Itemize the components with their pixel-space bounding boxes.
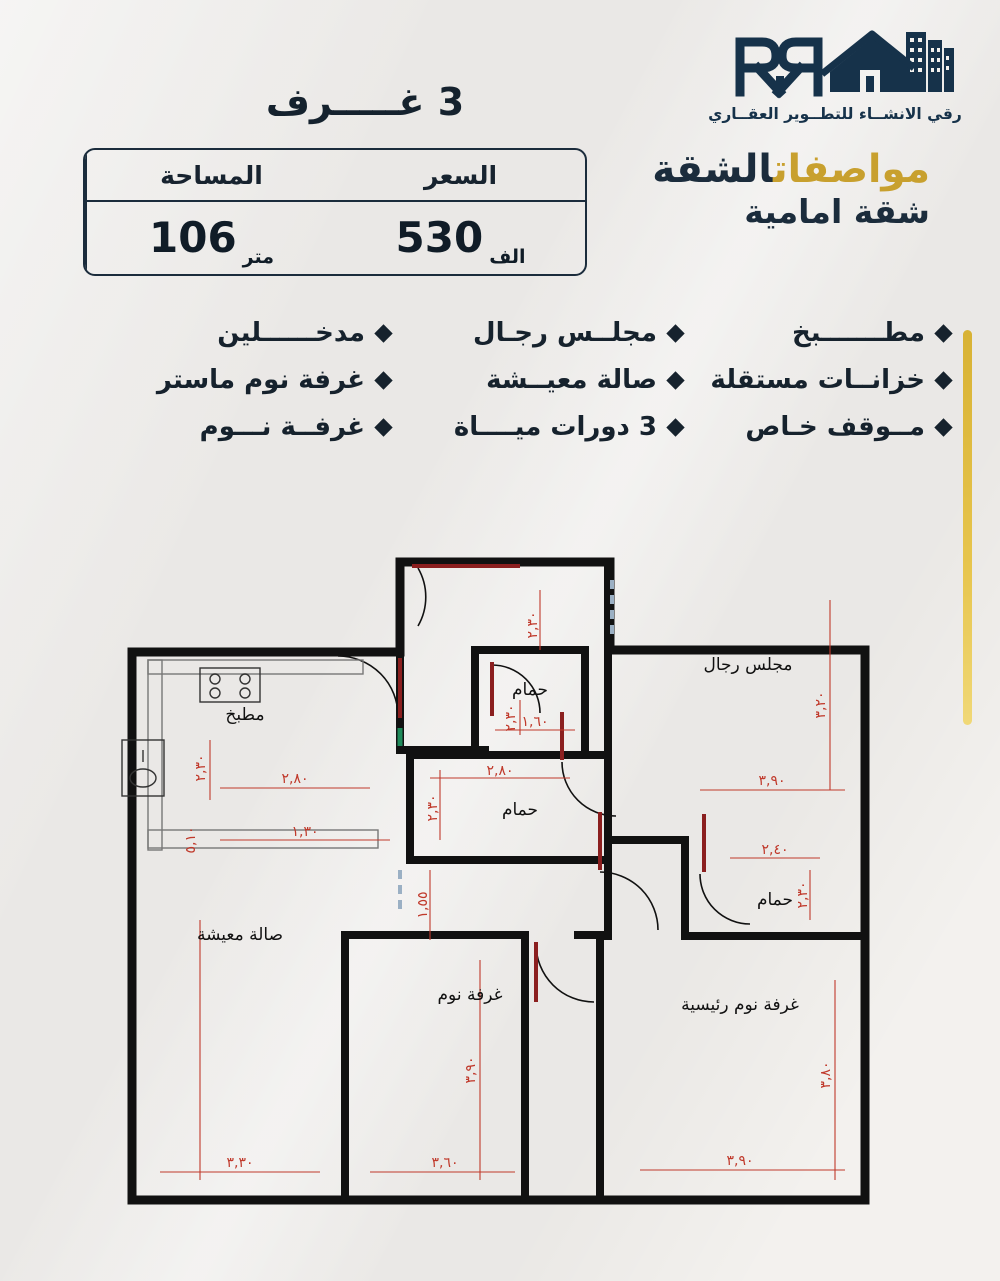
dim-label: ٣,٩٠ bbox=[758, 773, 786, 789]
dim-label: ٣,٢٠ bbox=[813, 691, 829, 719]
feature-item bbox=[90, 412, 390, 442]
buildings-house-logo-icon bbox=[710, 26, 960, 104]
area-number: 106 bbox=[149, 213, 237, 262]
bullet-diamond-icon bbox=[934, 371, 952, 389]
info-value-price bbox=[336, 202, 585, 274]
feature-item bbox=[390, 412, 682, 442]
feature-label: غرفــة نـــوم bbox=[199, 412, 365, 442]
bullet-diamond-icon bbox=[666, 371, 684, 389]
room-label-kitchen: مطبخ bbox=[225, 705, 265, 725]
feature-label: مــوقف خـاص bbox=[745, 412, 925, 442]
page-title-secondary: الشقة bbox=[652, 147, 773, 192]
price-number: 530 bbox=[395, 213, 484, 262]
floorplan bbox=[100, 540, 900, 1240]
feature-label: مدخــــــلين bbox=[217, 318, 365, 348]
page-title bbox=[600, 147, 930, 192]
info-value-area bbox=[87, 202, 336, 274]
room-label-bath-3: حمام bbox=[756, 890, 794, 910]
bullet-diamond-icon bbox=[934, 324, 952, 342]
dim-label: ٣,٩٠ bbox=[463, 1056, 479, 1084]
scroll-indicator bbox=[963, 330, 972, 725]
features-column-left bbox=[682, 318, 950, 442]
bullet-diamond-icon bbox=[934, 418, 952, 436]
bullet-diamond-icon bbox=[374, 324, 392, 342]
room-label-bath-1: حمام bbox=[511, 680, 549, 700]
room-label-master-bedroom: غرفة نوم رئيسية bbox=[681, 995, 799, 1015]
feature-item bbox=[682, 365, 950, 395]
header-title-block bbox=[600, 147, 930, 231]
dim-label: ٢,٣٠ bbox=[503, 704, 519, 732]
feature-item bbox=[682, 318, 950, 348]
feature-label: مطـــــــبخ bbox=[792, 318, 925, 348]
dim-label: ٣,٦٠ bbox=[431, 1155, 459, 1171]
features-column-right bbox=[90, 318, 390, 442]
feature-label: خزانــات مستقلة bbox=[710, 365, 925, 395]
bullet-diamond-icon bbox=[666, 418, 684, 436]
features-list bbox=[60, 318, 950, 442]
dim-label: ٢,٣٠ bbox=[425, 794, 441, 822]
logo-text: رقي الانشــاء للتطــوير العقــاري bbox=[708, 105, 962, 123]
dim-label: ٣,٩٠ bbox=[726, 1153, 754, 1169]
dim-label: ٣,٣٠ bbox=[226, 1155, 254, 1171]
bullet-diamond-icon bbox=[374, 418, 392, 436]
dim-label: ٢,٨٠ bbox=[281, 771, 309, 787]
feature-label: 3 دورات ميــــاة bbox=[453, 412, 657, 442]
dim-label: ١,٦٠ bbox=[521, 714, 549, 730]
info-column-area bbox=[85, 150, 336, 274]
feature-label: صالة معيــشة bbox=[486, 365, 657, 395]
dim-label: ٢,٣٠ bbox=[795, 881, 811, 909]
feature-item bbox=[390, 318, 682, 348]
info-table bbox=[83, 148, 587, 276]
info-header-price: السعر bbox=[336, 150, 585, 202]
bullet-diamond-icon bbox=[374, 371, 392, 389]
feature-label: غرفة نوم ماستر bbox=[156, 365, 365, 395]
brand-logo bbox=[705, 26, 965, 136]
rooms-count-label: 3 غـــــرف bbox=[265, 80, 465, 124]
feature-label: مجلــس رجـال bbox=[473, 318, 657, 348]
features-column-middle bbox=[390, 318, 682, 442]
area-unit: متر bbox=[242, 246, 275, 268]
dim-label: ٢,٨٠ bbox=[486, 763, 514, 779]
dim-label: ٢,٤٠ bbox=[761, 842, 789, 858]
floorplan-drawing bbox=[100, 540, 900, 1240]
feature-item bbox=[390, 365, 682, 395]
feature-item bbox=[90, 365, 390, 395]
page-subtitle: شقة امامية bbox=[744, 191, 930, 231]
room-label-living: صالة معيشة bbox=[196, 925, 284, 945]
feature-item bbox=[682, 412, 950, 442]
dim-label: ١,٥٥ bbox=[415, 891, 431, 919]
bullet-diamond-icon bbox=[666, 324, 684, 342]
price-unit: الف bbox=[489, 246, 526, 268]
feature-item bbox=[90, 318, 390, 348]
page-title-primary: مواصفات bbox=[772, 147, 930, 192]
room-label-bedroom: غرفة نوم bbox=[437, 985, 503, 1005]
dim-label: ٢,٣٠ bbox=[525, 611, 541, 639]
room-label-majlis: مجلس رجال bbox=[703, 655, 793, 675]
room-label-bath-2: حمام bbox=[501, 800, 539, 820]
dim-label: ٢,٣٠ bbox=[193, 754, 209, 782]
dim-label: ٥,١٠ bbox=[183, 826, 199, 854]
info-column-price bbox=[336, 150, 585, 274]
dim-label: ٣,٨٠ bbox=[818, 1061, 834, 1089]
dim-label: ١,٣٠ bbox=[291, 824, 319, 840]
info-header-area: المساحة bbox=[87, 150, 336, 202]
